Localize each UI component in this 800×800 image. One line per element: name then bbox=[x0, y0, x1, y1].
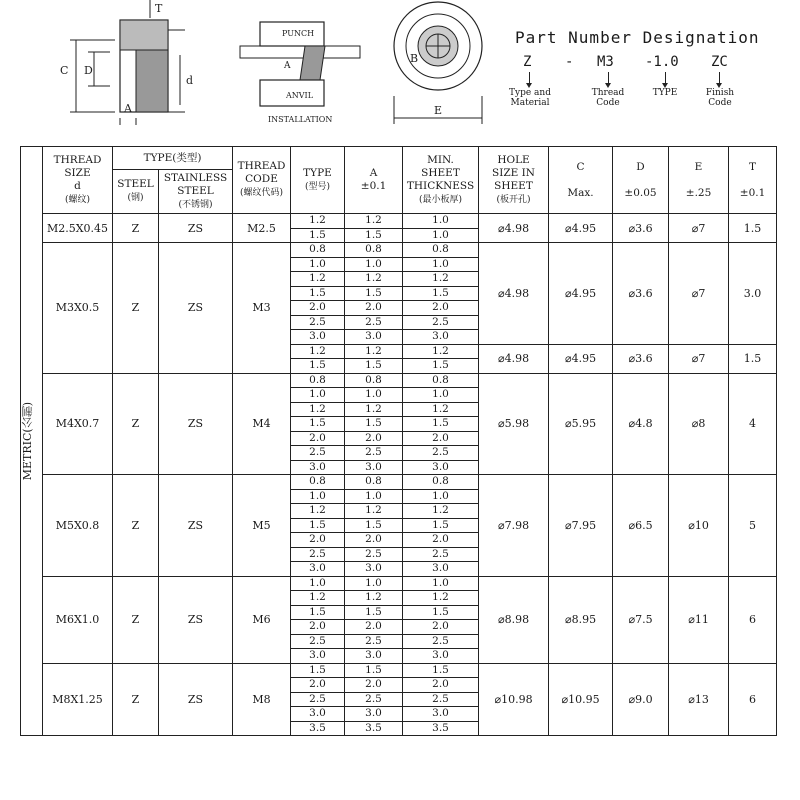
a-cell: 3.0 bbox=[345, 330, 403, 345]
t-cell: 1.5 bbox=[729, 214, 777, 243]
installation-drawing bbox=[240, 22, 360, 124]
type-cell: 3.0 bbox=[291, 460, 345, 475]
min-sheet-cell: 0.8 bbox=[403, 373, 479, 388]
stainless-cell: ZS bbox=[159, 373, 233, 475]
part-number-designation bbox=[505, 28, 795, 128]
type-cell: 2.0 bbox=[291, 678, 345, 693]
min-sheet-cell: 2.0 bbox=[403, 301, 479, 316]
min-sheet-cell: 1.2 bbox=[403, 272, 479, 287]
table-row bbox=[21, 475, 777, 490]
type-cell: 0.8 bbox=[291, 243, 345, 258]
a-cell: 1.5 bbox=[345, 228, 403, 243]
min-sheet-cell: 1.5 bbox=[403, 417, 479, 432]
a-cell: 1.5 bbox=[345, 359, 403, 374]
label-c: C bbox=[60, 64, 69, 77]
a-cell: 2.0 bbox=[345, 533, 403, 548]
t-cell: 1.5 bbox=[729, 344, 777, 373]
e-cell: ⌀10 bbox=[669, 475, 729, 577]
a-cell: 1.0 bbox=[345, 489, 403, 504]
table-row bbox=[21, 373, 777, 388]
type-cell: 1.2 bbox=[291, 504, 345, 519]
thread-code-cell: M6 bbox=[233, 576, 291, 663]
a-cell: 1.5 bbox=[345, 518, 403, 533]
d-cell: ⌀4.8 bbox=[613, 373, 669, 475]
a-cell: 1.2 bbox=[345, 591, 403, 606]
hole-size-cell: ⌀4.98 bbox=[479, 243, 549, 345]
a-cell: 2.0 bbox=[345, 620, 403, 635]
thread-code-cell: M5 bbox=[233, 475, 291, 577]
pn-label-material: Type and Material bbox=[509, 88, 551, 108]
min-sheet-cell: 2.5 bbox=[403, 547, 479, 562]
hole-size-cell: ⌀4.98 bbox=[479, 214, 549, 243]
type-cell: 2.5 bbox=[291, 547, 345, 562]
label-t: T bbox=[155, 2, 163, 15]
a-cell: 2.0 bbox=[345, 678, 403, 693]
thread-size-cell: M3X0.5 bbox=[43, 243, 113, 374]
min-sheet-cell: 1.5 bbox=[403, 663, 479, 678]
type-cell: 2.0 bbox=[291, 301, 345, 316]
c-cell: ⌀5.95 bbox=[549, 373, 613, 475]
pn-code-thread: M3 bbox=[597, 54, 614, 70]
label-a: A bbox=[124, 102, 132, 115]
a-cell: 1.5 bbox=[345, 417, 403, 432]
table-header-row bbox=[21, 147, 777, 170]
type-cell: 3.0 bbox=[291, 562, 345, 577]
pn-label-type: TYPE bbox=[652, 88, 678, 98]
pn-code-dash1: - bbox=[565, 54, 574, 70]
a-cell: 0.8 bbox=[345, 243, 403, 258]
min-sheet-cell: 1.0 bbox=[403, 388, 479, 403]
type-cell: 1.0 bbox=[291, 489, 345, 504]
a-cell: 2.5 bbox=[345, 634, 403, 649]
type-cell: 1.2 bbox=[291, 402, 345, 417]
pn-code-type: Z bbox=[523, 54, 532, 70]
label-installation: INSTALLATION bbox=[268, 115, 333, 124]
arrow-icon bbox=[608, 72, 609, 86]
arrow-icon bbox=[665, 72, 666, 86]
spec-table bbox=[20, 146, 777, 736]
d-cell: ⌀9.0 bbox=[613, 663, 669, 736]
min-sheet-cell: 1.2 bbox=[403, 591, 479, 606]
min-sheet-cell: 0.8 bbox=[403, 243, 479, 258]
type-cell: 1.0 bbox=[291, 576, 345, 591]
type-cell: 2.5 bbox=[291, 446, 345, 461]
type-cell: 1.2 bbox=[291, 272, 345, 287]
type-cell: 1.5 bbox=[291, 359, 345, 374]
min-sheet-cell: 1.2 bbox=[403, 504, 479, 519]
label-d-inner: D bbox=[84, 64, 93, 77]
min-sheet-cell: 1.5 bbox=[403, 605, 479, 620]
min-sheet-cell: 1.0 bbox=[403, 228, 479, 243]
min-sheet-cell: 3.0 bbox=[403, 330, 479, 345]
a-cell: 1.2 bbox=[345, 504, 403, 519]
hole-size-cell: ⌀7.98 bbox=[479, 475, 549, 577]
min-sheet-cell: 1.2 bbox=[403, 344, 479, 359]
type-cell: 0.8 bbox=[291, 475, 345, 490]
e-cell: ⌀7 bbox=[669, 214, 729, 243]
min-sheet-cell: 3.0 bbox=[403, 460, 479, 475]
a-cell: 1.0 bbox=[345, 576, 403, 591]
header-type: TYPE(类型) bbox=[113, 147, 233, 170]
thread-size-cell: M8X1.25 bbox=[43, 663, 113, 736]
table-row bbox=[21, 243, 777, 258]
e-cell: ⌀8 bbox=[669, 373, 729, 475]
arrow-icon bbox=[719, 72, 720, 86]
t-cell: 6 bbox=[729, 663, 777, 736]
min-sheet-cell: 1.5 bbox=[403, 286, 479, 301]
t-cell: 4 bbox=[729, 373, 777, 475]
a-cell: 2.0 bbox=[345, 431, 403, 446]
min-sheet-cell: 3.0 bbox=[403, 649, 479, 664]
category-cell bbox=[21, 147, 43, 736]
type-cell: 3.0 bbox=[291, 330, 345, 345]
steel-cell: Z bbox=[113, 214, 159, 243]
stainless-cell: ZS bbox=[159, 663, 233, 736]
label-a-install: A bbox=[284, 61, 291, 71]
a-cell: 3.0 bbox=[345, 460, 403, 475]
category-label: METRIC(公制) bbox=[21, 401, 34, 481]
min-sheet-cell: 2.5 bbox=[403, 446, 479, 461]
min-sheet-cell: 3.0 bbox=[403, 562, 479, 577]
label-e: E bbox=[434, 104, 443, 117]
type-cell: 3.0 bbox=[291, 649, 345, 664]
hole-size-cell: ⌀4.98 bbox=[479, 344, 549, 373]
top-view-drawing bbox=[394, 2, 482, 124]
a-cell: 2.5 bbox=[345, 547, 403, 562]
stainless-cell: ZS bbox=[159, 214, 233, 243]
hole-size-cell: ⌀5.98 bbox=[479, 373, 549, 475]
c-cell: ⌀10.95 bbox=[549, 663, 613, 736]
side-section-drawing bbox=[60, 0, 193, 125]
header-thread-code: THREAD CODE (螺纹代码) bbox=[233, 147, 291, 214]
thread-code-cell: M2.5 bbox=[233, 214, 291, 243]
steel-cell: Z bbox=[113, 243, 159, 374]
header-t: T ±0.1 bbox=[729, 147, 777, 214]
type-cell: 0.8 bbox=[291, 373, 345, 388]
a-cell: 1.2 bbox=[345, 214, 403, 229]
pn-label-finish: Finish Code bbox=[705, 88, 735, 108]
thread-code-cell: M8 bbox=[233, 663, 291, 736]
e-cell: ⌀7 bbox=[669, 243, 729, 345]
c-cell: ⌀4.95 bbox=[549, 344, 613, 373]
a-cell: 1.0 bbox=[345, 388, 403, 403]
c-cell: ⌀8.95 bbox=[549, 576, 613, 663]
type-cell: 3.5 bbox=[291, 721, 345, 736]
c-cell: ⌀7.95 bbox=[549, 475, 613, 577]
a-cell: 2.0 bbox=[345, 301, 403, 316]
a-cell: 2.5 bbox=[345, 692, 403, 707]
header-e: E ±.25 bbox=[669, 147, 729, 214]
table-row bbox=[21, 214, 777, 229]
e-cell: ⌀13 bbox=[669, 663, 729, 736]
label-d: d bbox=[186, 74, 194, 87]
type-cell: 1.2 bbox=[291, 214, 345, 229]
c-cell: ⌀4.95 bbox=[549, 243, 613, 345]
stainless-cell: ZS bbox=[159, 475, 233, 577]
a-cell: 2.5 bbox=[345, 315, 403, 330]
t-cell: 6 bbox=[729, 576, 777, 663]
thread-size-cell: M6X1.0 bbox=[43, 576, 113, 663]
thread-code-cell: M4 bbox=[233, 373, 291, 475]
min-sheet-cell: 1.5 bbox=[403, 518, 479, 533]
type-cell: 1.5 bbox=[291, 228, 345, 243]
min-sheet-cell: 1.0 bbox=[403, 489, 479, 504]
type-cell: 1.5 bbox=[291, 663, 345, 678]
min-sheet-cell: 1.0 bbox=[403, 214, 479, 229]
thread-size-cell: M5X0.8 bbox=[43, 475, 113, 577]
type-cell: 2.5 bbox=[291, 315, 345, 330]
a-cell: 1.5 bbox=[345, 663, 403, 678]
a-cell: 3.0 bbox=[345, 649, 403, 664]
hole-size-cell: ⌀8.98 bbox=[479, 576, 549, 663]
min-sheet-cell: 1.5 bbox=[403, 359, 479, 374]
header-stainless: STAINLESS STEEL (不锈钢) bbox=[159, 170, 233, 214]
min-sheet-cell: 1.0 bbox=[403, 257, 479, 272]
header-d: D ±0.05 bbox=[613, 147, 669, 214]
a-cell: 1.2 bbox=[345, 272, 403, 287]
table-row bbox=[21, 663, 777, 678]
c-cell: ⌀4.95 bbox=[549, 214, 613, 243]
label-anvil: ANVIL bbox=[286, 91, 314, 100]
table-row bbox=[21, 576, 777, 591]
pn-code-size: -1.0 bbox=[645, 54, 679, 70]
a-cell: 1.2 bbox=[345, 402, 403, 417]
arrow-icon bbox=[529, 72, 530, 86]
steel-cell: Z bbox=[113, 663, 159, 736]
a-cell: 3.5 bbox=[345, 721, 403, 736]
min-sheet-cell: 3.5 bbox=[403, 721, 479, 736]
header-c: C Max. bbox=[549, 147, 613, 214]
stainless-cell: ZS bbox=[159, 576, 233, 663]
type-cell: 3.0 bbox=[291, 707, 345, 722]
hole-size-cell: ⌀10.98 bbox=[479, 663, 549, 736]
t-cell: 3.0 bbox=[729, 243, 777, 345]
pn-code-finish: ZC bbox=[711, 54, 728, 70]
a-cell: 1.5 bbox=[345, 605, 403, 620]
min-sheet-cell: 2.5 bbox=[403, 315, 479, 330]
a-cell: 1.2 bbox=[345, 344, 403, 359]
header-min-sheet: MIN. SHEET THICKNESS (最小板厚) bbox=[403, 147, 479, 214]
d-cell: ⌀7.5 bbox=[613, 576, 669, 663]
e-cell: ⌀7 bbox=[669, 344, 729, 373]
type-cell: 1.5 bbox=[291, 605, 345, 620]
type-cell: 1.2 bbox=[291, 344, 345, 359]
type-cell: 2.0 bbox=[291, 431, 345, 446]
stainless-cell: ZS bbox=[159, 243, 233, 374]
min-sheet-cell: 2.5 bbox=[403, 692, 479, 707]
label-b: B bbox=[410, 52, 419, 65]
type-cell: 2.0 bbox=[291, 620, 345, 635]
steel-cell: Z bbox=[113, 475, 159, 577]
steel-cell: Z bbox=[113, 576, 159, 663]
header-thread-size: THREAD SIZE d (螺纹) bbox=[43, 147, 113, 214]
d-cell: ⌀3.6 bbox=[613, 243, 669, 345]
a-cell: 2.5 bbox=[345, 446, 403, 461]
type-cell: 2.0 bbox=[291, 533, 345, 548]
thread-size-cell: M4X0.7 bbox=[43, 373, 113, 475]
header-hole-size: HOLE SIZE IN SHEET (板开孔) bbox=[479, 147, 549, 214]
type-cell: 2.5 bbox=[291, 634, 345, 649]
header-a: A ±0.1 bbox=[345, 147, 403, 214]
pn-title: Part Number Designation bbox=[515, 28, 760, 47]
a-cell: 0.8 bbox=[345, 373, 403, 388]
t-cell: 5 bbox=[729, 475, 777, 577]
thread-size-cell: M2.5X0.45 bbox=[43, 214, 113, 243]
type-cell: 1.5 bbox=[291, 286, 345, 301]
type-cell: 1.0 bbox=[291, 388, 345, 403]
spec-table-wrapper bbox=[20, 146, 776, 800]
a-cell: 0.8 bbox=[345, 475, 403, 490]
d-cell: ⌀3.6 bbox=[613, 214, 669, 243]
steel-cell: Z bbox=[113, 373, 159, 475]
d-cell: ⌀6.5 bbox=[613, 475, 669, 577]
type-cell: 1.5 bbox=[291, 518, 345, 533]
type-cell: 1.0 bbox=[291, 257, 345, 272]
type-cell: 1.2 bbox=[291, 591, 345, 606]
e-cell: ⌀11 bbox=[669, 576, 729, 663]
min-sheet-cell: 2.0 bbox=[403, 533, 479, 548]
thread-code-cell: M3 bbox=[233, 243, 291, 374]
a-cell: 1.0 bbox=[345, 257, 403, 272]
min-sheet-cell: 3.0 bbox=[403, 707, 479, 722]
header-type-number: TYPE (型号) bbox=[291, 147, 345, 214]
type-cell: 1.5 bbox=[291, 417, 345, 432]
min-sheet-cell: 2.0 bbox=[403, 431, 479, 446]
min-sheet-cell: 2.5 bbox=[403, 634, 479, 649]
pn-label-thread: Thread Code bbox=[591, 88, 625, 108]
min-sheet-cell: 1.0 bbox=[403, 576, 479, 591]
a-cell: 3.0 bbox=[345, 707, 403, 722]
min-sheet-cell: 2.0 bbox=[403, 678, 479, 693]
label-punch: PUNCH bbox=[282, 29, 315, 38]
min-sheet-cell: 0.8 bbox=[403, 475, 479, 490]
min-sheet-cell: 1.2 bbox=[403, 402, 479, 417]
header-steel: STEEL (钢) bbox=[113, 170, 159, 214]
type-cell: 2.5 bbox=[291, 692, 345, 707]
min-sheet-cell: 2.0 bbox=[403, 620, 479, 635]
a-cell: 1.5 bbox=[345, 286, 403, 301]
a-cell: 3.0 bbox=[345, 562, 403, 577]
d-cell: ⌀3.6 bbox=[613, 344, 669, 373]
